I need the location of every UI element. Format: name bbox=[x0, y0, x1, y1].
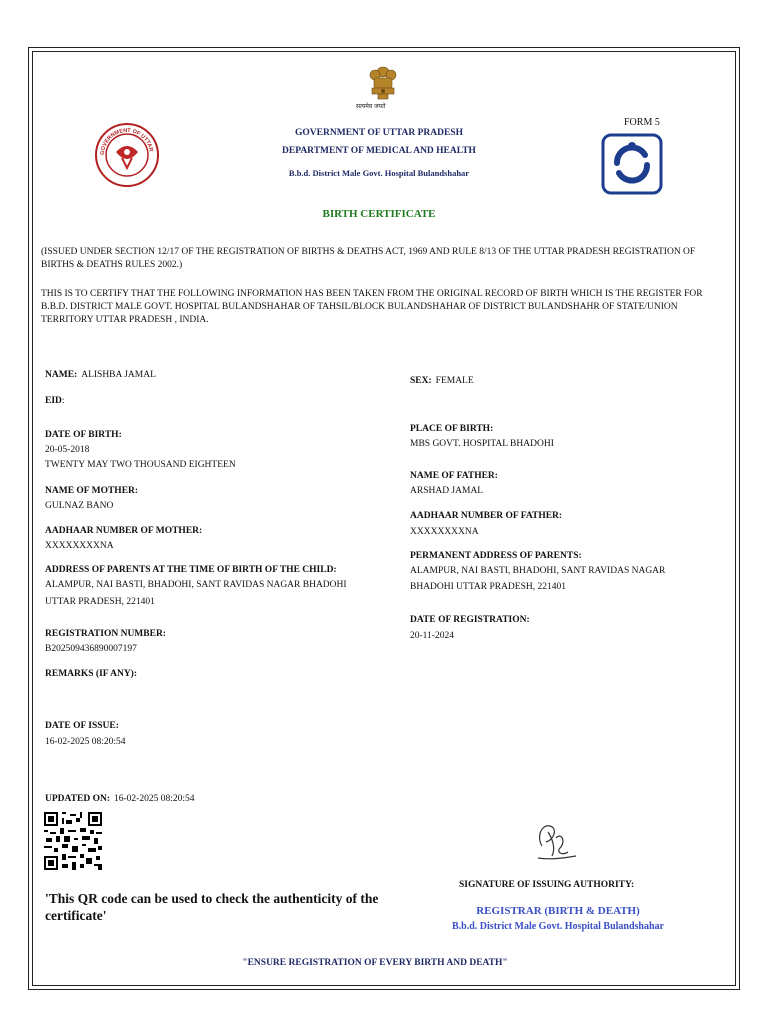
registration-number-label: REGISTRATION NUMBER: bbox=[45, 629, 166, 639]
father-value: ARSHAD JAMAL bbox=[410, 486, 484, 496]
issue-date-value: 16-02-2025 08:20:54 bbox=[45, 737, 126, 747]
dob-words: TWENTY MAY TWO THOUSAND EIGHTEEN bbox=[45, 460, 236, 470]
address-birth-label: ADDRESS OF PARENTS AT THE TIME OF BIRTH OF THE CHILD: bbox=[45, 565, 337, 575]
signature-image bbox=[528, 818, 582, 866]
registration-date-label: DATE OF REGISTRATION: bbox=[410, 615, 530, 625]
aadhaar-father-value: XXXXXXXXNA bbox=[410, 527, 479, 537]
registration-date-value: 20-11-2024 bbox=[410, 631, 454, 641]
qr-code[interactable] bbox=[44, 812, 102, 870]
issue-date-label: DATE OF ISSUE: bbox=[45, 721, 119, 731]
header-hospital: B.b.d. District Male Govt. Hospital Bulandshahar bbox=[288, 168, 470, 178]
dob-value: 20-05-2018 bbox=[45, 445, 90, 455]
address-permanent-line2: BHADOHI UTTAR PRADESH, 221401 bbox=[410, 582, 566, 592]
qr-authenticity-note: 'This QR code can be used to check the authenticity of the certificate' bbox=[45, 891, 379, 923]
header-department: DEPARTMENT OF MEDICAL AND HEALTH bbox=[282, 146, 476, 156]
aadhaar-father-label: AADHAAR NUMBER OF FATHER: bbox=[410, 511, 563, 521]
name-label: NAME: bbox=[45, 370, 78, 380]
address-birth-line1: ALAMPUR, NAI BASTI, BHADOHI, SANT RAVIDAS NAGAR BHADOHI bbox=[45, 580, 347, 590]
aadhaar-mother-label: AADHAAR NUMBER OF MOTHER: bbox=[45, 526, 203, 536]
updated-on bbox=[45, 788, 195, 806]
footer-slogan: "ENSURE REGISTRATION OF EVERY BIRTH AND DEATH" bbox=[242, 958, 508, 968]
sex bbox=[410, 370, 474, 388]
remarks-label: REMARKS (IF ANY): bbox=[45, 669, 138, 679]
registrar-hospital: B.b.d. District Male Govt. Hospital Bulandshahar bbox=[452, 921, 664, 932]
place-of-birth-label: PLACE OF BIRTH: bbox=[410, 424, 494, 434]
header-government: GOVERNMENT OF UTTAR PRADESH bbox=[295, 128, 463, 138]
sex-value: FEMALE bbox=[435, 376, 474, 386]
health-department-logo-icon bbox=[601, 133, 663, 195]
form-number: FORM 5 bbox=[624, 117, 660, 128]
name-value: ALISHBA JAMAL bbox=[81, 370, 156, 380]
national-emblem-icon bbox=[366, 64, 400, 104]
eid-label: EID bbox=[45, 396, 62, 406]
eid-colon: : bbox=[61, 396, 65, 406]
sex-label: SEX: bbox=[410, 376, 432, 386]
child-name bbox=[45, 364, 156, 382]
dob-label: DATE OF BIRTH: bbox=[45, 430, 122, 440]
signature-label: SIGNATURE OF ISSUING AUTHORITY: bbox=[459, 880, 635, 890]
registrar-title: REGISTRAR (BIRTH & DEATH) bbox=[476, 905, 640, 917]
mother-label: NAME OF MOTHER: bbox=[45, 486, 139, 496]
updated-value: 16-02-2025 08:20:54 bbox=[114, 794, 195, 804]
emblem-motto: सत्यमेव जयते bbox=[356, 103, 386, 110]
aadhaar-mother-value: XXXXXXXXNA bbox=[45, 541, 114, 551]
place-of-birth-value: MBS GOVT. HOSPITAL BHADOHI bbox=[410, 439, 554, 449]
up-government-seal bbox=[94, 122, 160, 188]
seal-text: GOVERNMENT OF UTTAR bbox=[99, 127, 154, 156]
updated-label: UPDATED ON: bbox=[45, 794, 111, 804]
certify-text: THIS IS TO CERTIFY THAT THE FOLLOWING INFORMATION HAS BEEN TAKEN FROM THE ORIGINAL RECORD OF BIRTH WHICH IS THE REGISTER FOR B.B.D. DISTRICT MALE GOVT. HOSPITAL BULANDSHAHAR OF TAHSIL/BLOCK BULANDSHAHAR OF DISTRICT BULANDSHAHR OF STATE/UNION TERRITORY UTTAR PRADESH , INDIA. bbox=[41, 289, 703, 325]
address-birth-line2: UTTAR PRADESH, 221401 bbox=[45, 597, 155, 607]
mother-value: GULNAZ BANO bbox=[45, 501, 114, 511]
issued-under-text: (ISSUED UNDER SECTION 12/17 OF THE REGISTRATION OF BIRTHS & DEATHS ACT, 1969 AND RULE 8/13 OF THE UTTAR PRADESH REGISTRATION OF BIRTHS & DEATHS RULES 2002.) bbox=[41, 247, 696, 270]
eid bbox=[45, 390, 65, 408]
address-permanent-label: PERMANENT ADDRESS OF PARENTS: bbox=[410, 551, 582, 561]
certificate-title: BIRTH CERTIFICATE bbox=[322, 208, 436, 220]
father-label: NAME OF FATHER: bbox=[410, 471, 498, 481]
registration-number-value: B202509436890007197 bbox=[45, 644, 137, 654]
address-permanent-line1: ALAMPUR, NAI BASTI, BHADOHI, SANT RAVIDAS NAGAR bbox=[410, 566, 666, 576]
